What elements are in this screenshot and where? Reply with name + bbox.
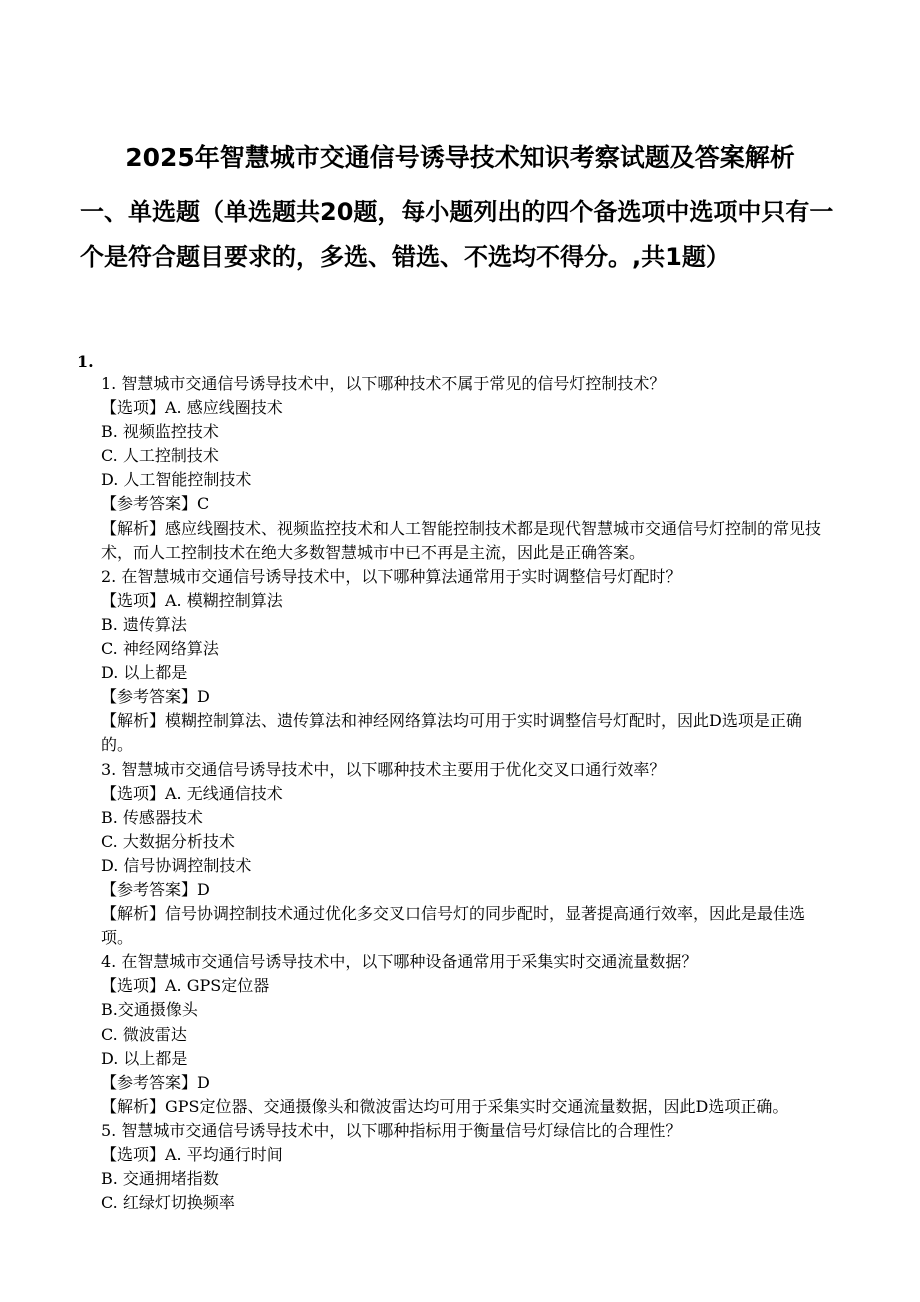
- text-line: 【解析】模糊控制算法、遗传算法和神经网络算法均可用于实时调整信号灯配时，因此D选项是正确的。: [101, 711, 802, 755]
- text-line: C. 红绿灯切换频率: [101, 1193, 235, 1213]
- text-line: 【参考答案】C: [101, 494, 210, 514]
- question-body: [101, 372, 821, 1215]
- text-line: 【选项】A. 无线通信技术: [101, 783, 283, 803]
- text-line: B. 交通拥堵指数: [101, 1169, 219, 1189]
- text-line: C. 大数据分析技术: [101, 831, 235, 851]
- text-line: 1. 智慧城市交通信号诱导技术中，以下哪种技术不属于常见的信号灯控制技术？: [101, 374, 666, 393]
- text-line: 【参考答案】D: [101, 879, 210, 899]
- text-line: C. 微波雷达: [101, 1024, 187, 1044]
- text-line: 【选项】A. 模糊控制算法: [101, 590, 283, 610]
- text-line: 【选项】A. GPS定位器: [101, 976, 270, 996]
- text-line: D. 人工智能控制技术: [101, 470, 252, 490]
- text-line: 2. 在智慧城市交通信号诱导技术中，以下哪种算法通常用于实时调整信号灯配时？: [101, 566, 682, 586]
- text-line: C. 神经网络算法: [101, 639, 219, 659]
- text-line: B. 视频监控技术: [101, 422, 219, 442]
- text-line: 4. 在智慧城市交通信号诱导技术中，以下哪种设备通常用于采集实时交通流量数据？: [101, 952, 698, 972]
- question-number: 1.: [77, 352, 94, 371]
- text-line: 【选项】A. 感应线圈技术: [101, 398, 283, 418]
- document-title: 2025年智慧城市交通信号诱导技术知识考察试题及答案解析: [125, 143, 795, 172]
- text-line: D. 以上都是: [101, 1048, 188, 1068]
- text-line: 3. 智慧城市交通信号诱导技术中，以下哪种技术主要用于优化交叉口通行效率？: [101, 759, 666, 779]
- text-line: C. 人工控制技术: [101, 446, 219, 466]
- section-heading: 一、单选题（单选题共20题，每小题列出的四个备选项中选项中只有一个是符合题目要求的，多选、错选、不选均不得分。,共1题）: [80, 198, 834, 271]
- text-line: B. 遗传算法: [101, 614, 187, 634]
- text-line: D. 以上都是: [101, 663, 188, 683]
- text-line: 5. 智慧城市交通信号诱导技术中，以下哪种指标用于衡量信号灯绿信比的合理性？: [101, 1120, 682, 1140]
- text-line: B. 传感器技术: [101, 807, 203, 827]
- text-line: 【解析】GPS定位器、交通摄像头和微波雷达均可用于采集实时交通流量数据，因此D选项正确。: [101, 1096, 789, 1116]
- text-line: 【解析】信号协调控制技术通过优化多交叉口信号灯的同步配时，显著提高通行效率，因此是最佳选项。: [101, 904, 806, 948]
- text-line: 【参考答案】D: [101, 1072, 210, 1092]
- text-line: D. 信号协调控制技术: [101, 855, 252, 875]
- text-line: 【选项】A. 平均通行时间: [101, 1145, 283, 1164]
- text-line: 【解析】感应线圈技术、视频监控技术和人工智能控制技术都是现代智慧城市交通信号灯控制的常见技术，而人工控制技术在绝大多数智慧城市中已不再是主流，因此是正确答案。: [101, 518, 822, 562]
- text-line: 【参考答案】D: [101, 687, 210, 707]
- text-line: B.交通摄像头: [101, 1000, 198, 1020]
